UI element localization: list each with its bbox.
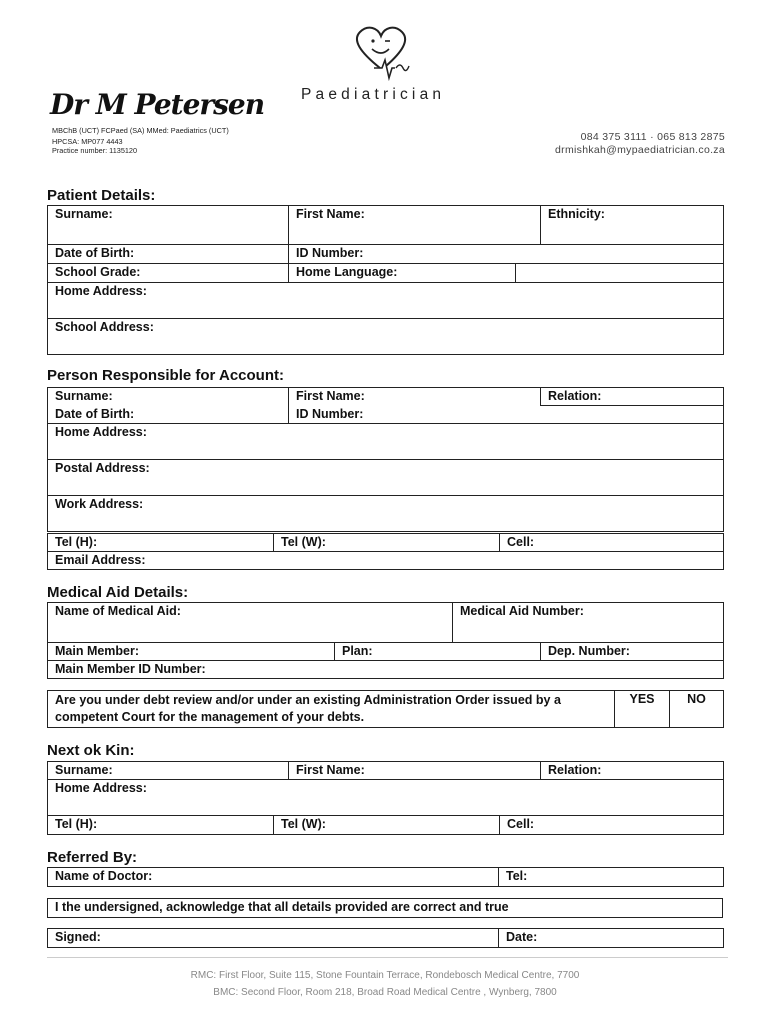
contact-email: drmishkah@mypaediatrician.co.za — [555, 144, 725, 156]
responsible-dob-field[interactable]: Date of Birth: — [48, 406, 289, 424]
responsible-tel-h-field[interactable]: Tel (H): — [48, 534, 274, 552]
responsible-surname-field[interactable]: Surname: — [48, 388, 289, 406]
next-of-kin-title: Next ok Kin: — [47, 742, 135, 759]
responsible-email-field[interactable]: Email Address: — [48, 552, 724, 570]
kin-table — [47, 761, 724, 816]
referred-table — [47, 867, 724, 887]
footer-address-rondebosch: RMC: First Floor, Suite 115, Stone Fountain Terrace, Rondebosch Medical Centre, 7700 — [190, 970, 580, 981]
phone-numbers: 084 375 3111 · 065 813 2875 — [580, 131, 725, 143]
responsible-home-address-field[interactable]: Home Address: — [48, 424, 724, 460]
responsible-relation-field[interactable]: Relation: — [541, 388, 724, 406]
responsible-work-address-field[interactable]: Work Address: — [48, 496, 724, 532]
patient-dob-field[interactable]: Date of Birth: — [48, 245, 289, 264]
main-member-id-field[interactable]: Main Member ID Number: — [48, 661, 724, 679]
patient-id-number-field[interactable]: ID Number: — [289, 245, 724, 264]
medical-aid-title: Medical Aid Details: — [47, 584, 189, 601]
qualifications: MBChB (UCT) FCPaed (SA) MMed: Paediatrics (UCT) — [52, 126, 229, 135]
medical-aid-number-field[interactable]: Medical Aid Number: — [453, 603, 724, 643]
referred-by-title: Referred By: — [47, 849, 138, 866]
kin-relation-field[interactable]: Relation: — [541, 762, 724, 780]
kin-cell-field[interactable]: Cell: — [500, 816, 724, 835]
signature-table — [47, 928, 724, 948]
referring-tel-field[interactable]: Tel: — [499, 868, 724, 887]
medical-aid-table-2 — [47, 642, 724, 679]
responsible-first-name-field[interactable]: First Name: — [289, 388, 541, 406]
acknowledgement-text: I the undersigned, acknowledge that all details provided are correct and true — [48, 899, 723, 918]
patient-details-table — [47, 205, 724, 245]
patient-school-grade-field[interactable]: School Grade: — [48, 264, 289, 283]
responsible-postal-address-field[interactable]: Postal Address: — [48, 460, 724, 496]
responsible-cell-field[interactable]: Cell: — [500, 534, 724, 552]
patient-home-language-field[interactable]: Home Language: — [289, 264, 516, 283]
kin-first-name-field[interactable]: First Name: — [289, 762, 541, 780]
patient-details-table-2 — [47, 244, 724, 355]
responsible-contact-table — [47, 533, 724, 570]
debt-review-question: Are you under debt review and/or under an existing Administration Order issued by a competent Court for the management of your debts. — [48, 691, 615, 728]
signature-date-field[interactable]: Date: — [499, 929, 724, 948]
practice-number: Practice number: 1135120 — [52, 146, 138, 155]
kin-surname-field[interactable]: Surname: — [48, 762, 289, 780]
patient-language-value-field[interactable] — [516, 264, 724, 283]
patient-ethnicity-field[interactable]: Ethnicity: — [541, 206, 724, 245]
patient-school-address-field[interactable]: School Address: — [48, 319, 724, 355]
patient-details-title: Patient Details: — [47, 187, 156, 204]
medical-aid-table — [47, 602, 724, 643]
footer-address-wynberg: BMC: Second Floor, Room 218, Broad Road Medical Centre , Wynberg, 7800 — [213, 987, 557, 998]
responsible-tel-w-field[interactable]: Tel (W): — [274, 534, 500, 552]
debt-no-option[interactable]: NO — [670, 691, 724, 728]
kin-tel-h-field[interactable]: Tel (H): — [48, 816, 274, 835]
kin-contact-table — [47, 815, 724, 835]
responsible-table — [47, 387, 724, 532]
doctor-name: Dr M Petersen — [50, 88, 265, 121]
debt-yes-option[interactable]: YES — [615, 691, 670, 728]
heart-face-logo-icon — [350, 22, 430, 88]
hpcsa-number: HPCSA: MP077 4443 — [52, 137, 123, 146]
patient-home-address-field[interactable]: Home Address: — [48, 283, 724, 319]
patient-surname-field[interactable]: Surname: — [48, 206, 289, 245]
kin-home-address-field[interactable]: Home Address: — [48, 780, 724, 816]
footer-divider — [47, 957, 728, 958]
main-member-field[interactable]: Main Member: — [48, 643, 335, 661]
patient-first-name-field[interactable]: First Name: — [289, 206, 541, 245]
debt-review-table — [47, 690, 724, 728]
brand-name: Paediatrician — [301, 86, 446, 103]
responsible-title: Person Responsible for Account: — [47, 367, 284, 384]
responsible-id-number-field[interactable]: ID Number: — [289, 406, 724, 424]
medical-aid-name-field[interactable]: Name of Medical Aid: — [48, 603, 453, 643]
signature-field[interactable]: Signed: — [48, 929, 499, 948]
dep-number-field[interactable]: Dep. Number: — [541, 643, 724, 661]
acknowledgement-table — [47, 898, 723, 918]
referring-doctor-field[interactable]: Name of Doctor: — [48, 868, 499, 887]
kin-tel-w-field[interactable]: Tel (W): — [274, 816, 500, 835]
plan-field[interactable]: Plan: — [335, 643, 541, 661]
